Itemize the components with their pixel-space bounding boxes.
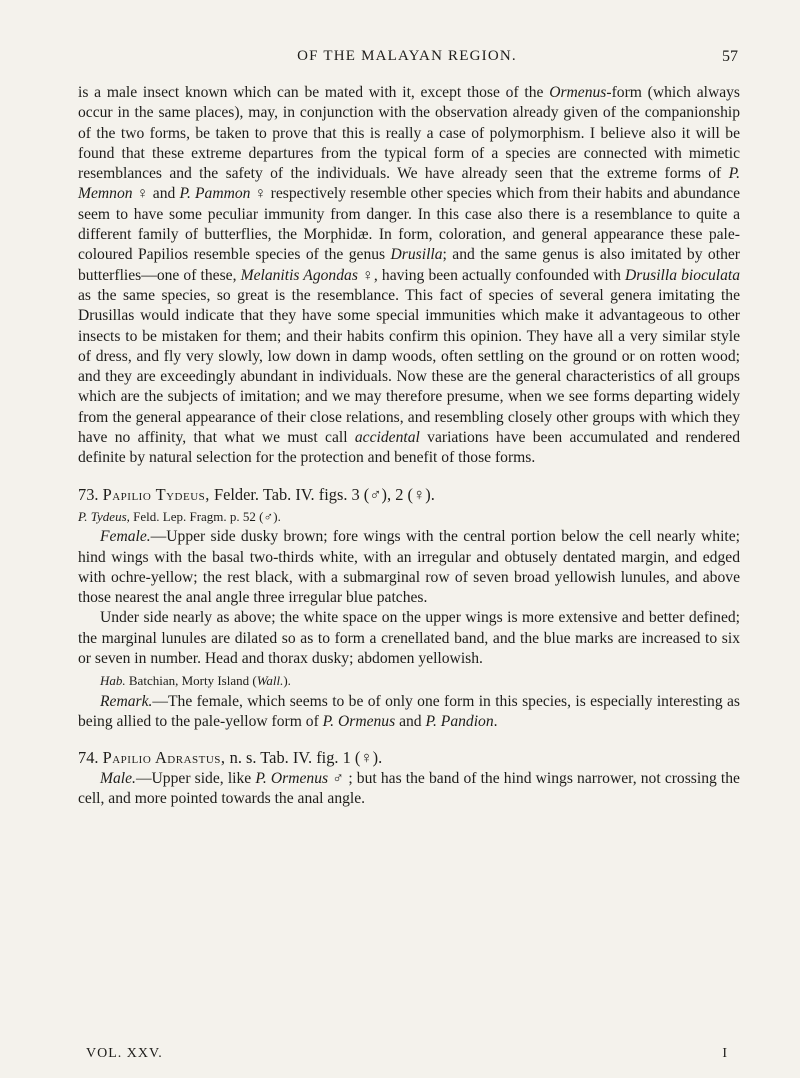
male-description: Male.—Upper side, like P. Ormenus ♂ ; but has the band of the hind wings narrower, not crossing the cell, and more pointed towards the anal angle. xyxy=(78,769,740,807)
female-description: Female.—Upper side dusky brown; fore wings with the central portion below the cell nearly white; hind wings with the basal two-thirds white, with an irregular and obtusely dentated margin, and edged with ochre-yellow; the rest black, with a submarginal row of seven broad yellowish lunules, and above those nearest the anal angle three irregular blue patches. xyxy=(78,528,740,607)
habitat-73: Hab. Batchian, Morty Island (Wall.). xyxy=(100,673,291,689)
page-body xyxy=(78,83,740,809)
paragraph-polymorphism: is a male insect known which can be mated with it, except those of the Ormenus-form (which always occur in the same places), may, in conjunction with the observation already given of the companionship of the two forms, be taken to prove that this is really a case of polymorphism. I believe also it will be found that these extreme departures from the typical form of a species are connected with mimetic resemblances and the safety of the individuals. We have already seen that the extreme forms of P. Memnon ♀ and P. Pammon ♀ respectively resemble other species which from their habits and abundance seem to have some peculiar immunity from danger. In this case also there is a resemblance to quite a different family of butterflies, the Morphidæ. In form, coloration, and general appearance these pale-coloured Papilios resemble species of the genus Drusilla; and the same genus is also imitated by other butterflies—one of these, Melanitis Agondas ♀, having been actually confounded with Drusilla bioculata as the same species, so great is the resemblance. This fact of species of several genera imitating the Drusillas would indicate that they have some special immunities which make it advantageous to other insects to be mistaken for them; and their habits confirm this opinion. They have all a very similar style of dress, and fly very slowly, low down in damp woods, often settling on the ground or on rotten wood; and they are exceedingly abundant in individuals. Now these are the general characteristics of all groups which are the subjects of imitation; and we may therefore presume, when we see forms departing widely from the general appearance of their close relations, and resembling closely other groups with which they have no affinity, that what we must call accidental variations have been accumulated and rendered definite by natural selection for the protection and benefit of those forms. xyxy=(78,84,741,467)
remark-73: Remark.—The female, which seems to be of only one form in this species, is especially interesting as being allied to the pale-yellow form of P. Ormenus and P. Pandion. xyxy=(78,692,740,730)
running-title: OF THE MALAYAN REGION. xyxy=(297,48,517,64)
underside-description: Under side nearly as above; the white space on the upper wings is more extensive and better defined; the marginal lunules are dilated so as to form a crenellated band, and the blue marks are increased to six or seven in number. Head and thorax dusky; abdomen yellowish. xyxy=(78,609,740,668)
signature-mark: I xyxy=(722,1046,728,1061)
species-heading-74: 74. Papilio Adrastus, n. s. Tab. IV. fig. 1 (♀). xyxy=(78,748,383,768)
species-heading-73: 73. Papilio Tydeus, Felder. Tab. IV. figs. 3 (♂), 2 (♀). xyxy=(78,484,435,504)
page-footer xyxy=(86,1046,736,1062)
volume-label: VOL. XXV. xyxy=(86,1046,163,1061)
reference-73: P. Tydeus, Feld. Lep. Fragm. p. 52 (♂). xyxy=(78,508,281,524)
running-header xyxy=(76,48,738,65)
page-number: 57 xyxy=(722,48,738,65)
